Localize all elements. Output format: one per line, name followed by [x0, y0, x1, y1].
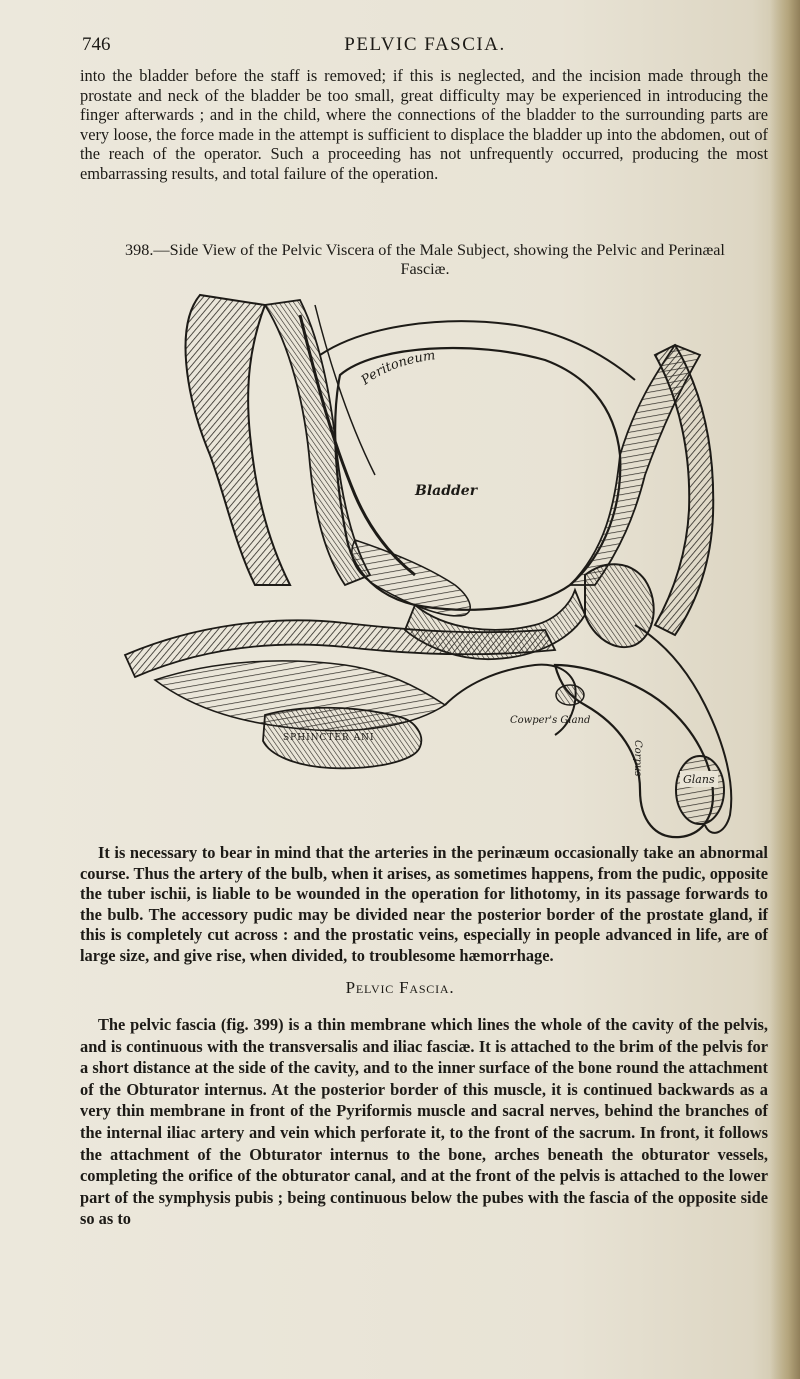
symphysis-pubis [585, 564, 654, 647]
label-peritoneum-path: Peritoneum [358, 348, 437, 389]
section-heading: Pelvic Fascia. [345, 978, 455, 997]
cowpers-gland [556, 685, 584, 705]
pelvic-viscera-illustration [115, 285, 755, 840]
anatomical-figure [115, 285, 755, 840]
page-number: 746 [82, 34, 111, 55]
page-edge-shadow [770, 0, 800, 1379]
glans [676, 756, 724, 824]
figure-caption: 398.—Side View of the Pelvic Viscera of the Male Subject, showing the Pelvic and Perinæal Fasciæ. [125, 241, 725, 278]
page-header [80, 34, 770, 60]
label-glans: Glans [683, 773, 715, 786]
sacrum-wall [186, 295, 290, 585]
label-corpus: Corpus [632, 740, 643, 777]
paragraph-abnormal-arteries: It is necessary to bear in mind that the arteries in the perinæum occasionally take an abnormal course. Thus the artery of the bulb, when it arises, as sometimes happens, from the pudic, opposite the tuber ischii, is liable to be wounded in the operation for lithotomy, in its passage forwards to the bulb. The accessory pudic may be divided near the posterior border of the prostate gland, if this is completely cut across : and the prostatic veins, especially in people advanced in life, are of large size, and give rise, when divided, to troublesome hæmorrhage. [80, 843, 768, 965]
label-bladder: Bladder [415, 483, 478, 499]
paragraph-pelvic-fascia: The pelvic fascia (fig. 399) is a thin membrane which lines the whole of the cavity of the pelvis, and is continuous with the transversalis and iliac fasciæ. It is attached to the brim of the pelvis for a short distance at the side of the cavity, and to the inner surface of the bone round the attachment of the Obturator internus. At the posterior border of this muscle, it is continued backwards as a very thin membrane in front of the Pyriformis muscle and sacral nerves, behind the branches of the internal iliac artery and vein which perforate it, to the front of the sacrum. In front, it follows the attachment of the Obturator internus to the bone, arches beneath the obturator vessels, completing the orifice of the obturator canal, and at the front of the pelvis is attached to the lower part of the symphysis pubis ; being continuous below the pubes with the fascia of the opposite side so as to [80, 1015, 768, 1229]
label-cowpers-gland: Cowper's Gland [510, 715, 591, 726]
label-peritoneum [358, 348, 436, 388]
paragraph-lithotomy-continued: into the bladder before the staff is removed; if this is neglected, and the incision made through the prostate and neck of the bladder be too small, great difficulty may be experienced in introducing the finger afterwards ; and in the child, where the connections of the bladder to the surrounding parts are very loose, the force made in the attempt is sufficient to displace the bladder up into the abdomen, out of the reach of the operator. Such a proceeding has not unfrequently occurred, producing the most embarrassing results, and total failure of the operation. [80, 66, 768, 183]
running-title: PELVIC FASCIA. [344, 34, 506, 55]
label-sphincter-ani: SPHINCTER ANI [283, 733, 375, 743]
